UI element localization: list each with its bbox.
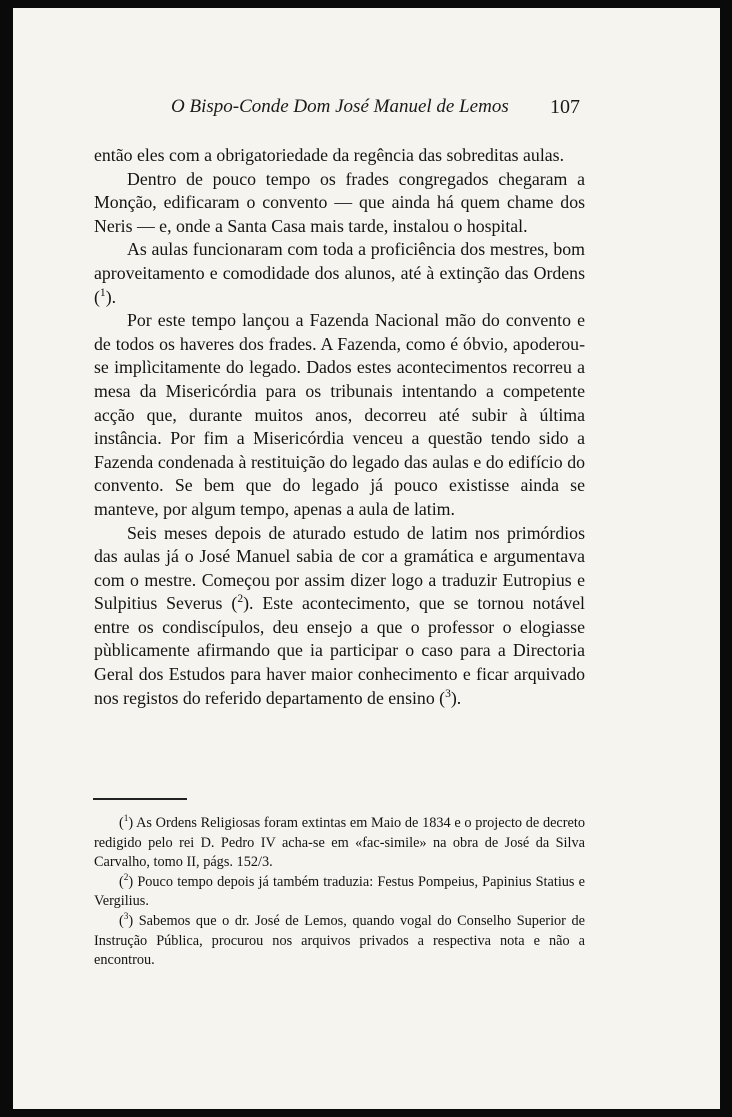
footnote-3: ($^3$) Sabemos que o dr. José de Lemos, quando vogal do Conselho Superior de Instrução Pública, procurou nos arquivos privados a respectiva nota e não a encontrou. xyxy=(94,912,585,969)
footnote-text-2: Pouco tempo depois já também traduzia: Festus Pompeius, Papinius Statius e Vergilius. xyxy=(94,873,585,910)
body-text xyxy=(94,144,585,710)
footnote-2: ($^2$) Pouco tempo depois já também traduzia: Festus Pompeius, Papinius Statius e Vergilius. xyxy=(94,873,585,910)
paragraph-5: Seis meses depois de aturado estudo de latim nos primórdios das aulas já o José Manuel sabia de cor a gramática e argumentava com o mestre. Começou por assim dizer logo a traduzir Eutropius e Sulpitius Severus ($^2$). Este acontecimento, que se tornou notável entre os condiscípulos, deu ensejo a que o professor o elogiasse pùblicamente afirmando que ia participar o caso para a Directoria Geral dos Estudos para haver maior conhecimento e ficar arquivado nos registos do referido departamento de ensino ($^3$). xyxy=(94,522,585,708)
footnote-marker-3: 3 xyxy=(123,912,129,923)
paragraph-1: então eles com a obrigatoriedade da regência das sobreditas aulas. xyxy=(94,145,565,165)
page-number: 107 xyxy=(550,96,580,118)
footnote-ref-3: 3 xyxy=(445,686,451,700)
paragraph-3-text: As aulas funcionaram com toda a proficiência dos mestres, bom aproveitamento e comodidade dos alunos, até à extinção das Ordens xyxy=(94,239,585,283)
footnotes xyxy=(94,814,585,971)
running-title: O Bispo-Conde Dom José Manuel de Lemos xyxy=(171,96,509,117)
footnote-text-3: Sabemos que o dr. José de Lemos, quando vogal do Conselho Superior de Instrução Pública, procurou nos arquivos privados a respectiva nota e não a encontrou. xyxy=(94,912,585,969)
paragraph-5-text-a: Seis meses depois de aturado estudo de latim nos primórdios das aulas já o José Manuel sabia de cor a gramática e argumentava com o mestre. Começou por assim dizer logo a traduzir Eutropius e Sulpitius Severus xyxy=(94,522,585,614)
footnote-marker-1: 1 xyxy=(123,814,129,825)
footnote-1: ($^1$) As Ordens Religiosas foram extintas em Maio de 1834 e o projecto de decreto redigido pelo rei D. Pedro IV acha-se em «fac-simile» na obra de José da Silva Carvalho, tomo II, págs. 152/3. xyxy=(94,814,586,871)
paragraph-5-text-b: . Este acontecimento, que se tornou notável entre os condiscípulos, deu ensejo a que o professor o elogiasse pùblicamente afirmando que ia participar o caso para a Directoria Geral dos Estudos para haver maior conhecimento e ficar arquivado nos registos do referido departamento de ensino xyxy=(94,593,585,708)
paragraph-2: Dentro de pouco tempo os frades congregados chegaram a Monção, edificaram o convento — que ainda há quem chame dos Neris — e, onde a Santa Casa mais tarde, instalou o hospital. xyxy=(94,168,585,236)
footnote-ref-2: 2 xyxy=(237,592,244,606)
footnote-text-1: As Ordens Religiosas foram extintas em Maio de 1834 e o projecto de decreto redigido pelo rei D. Pedro IV acha-se em «fac-simile» na obra de José da Silva Carvalho, tomo II, págs. 152/3. xyxy=(94,815,586,871)
footnote-marker-2: 2 xyxy=(123,873,129,884)
paragraph-4: Por este tempo lançou a Fazenda Nacional mão do convento e de todos os haveres dos frades. A Fazenda, como é óbvio, apoderou-se implìcitamente do legado. Dados estes acontecimentos recorreu a mesa da Misericórdia para os tribunais intentando a competente acção que, durante muitos anos, decorreu até subir à última instância. Por fim a Misericórdia venceu a questão tendo sido a Fazenda condenada à restituição do legado das aulas e do edifício do convento. Se bem que do legado já pouco existisse ainda se manteve, por algum tempo, apenas a aula de latim. xyxy=(94,310,585,519)
footnote-ref-1: 1 xyxy=(99,285,106,299)
paragraph-3-end: . xyxy=(111,286,117,307)
paragraph-5-end: . xyxy=(456,687,462,708)
page-header xyxy=(13,96,720,120)
footnote-separator xyxy=(93,798,187,800)
paragraph-3: As aulas funcionaram com toda a proficiência dos mestres, bom aproveitamento e comodidade dos alunos, até à extinção das Ordens ($^1$). xyxy=(94,239,585,307)
book-page xyxy=(13,8,720,1109)
